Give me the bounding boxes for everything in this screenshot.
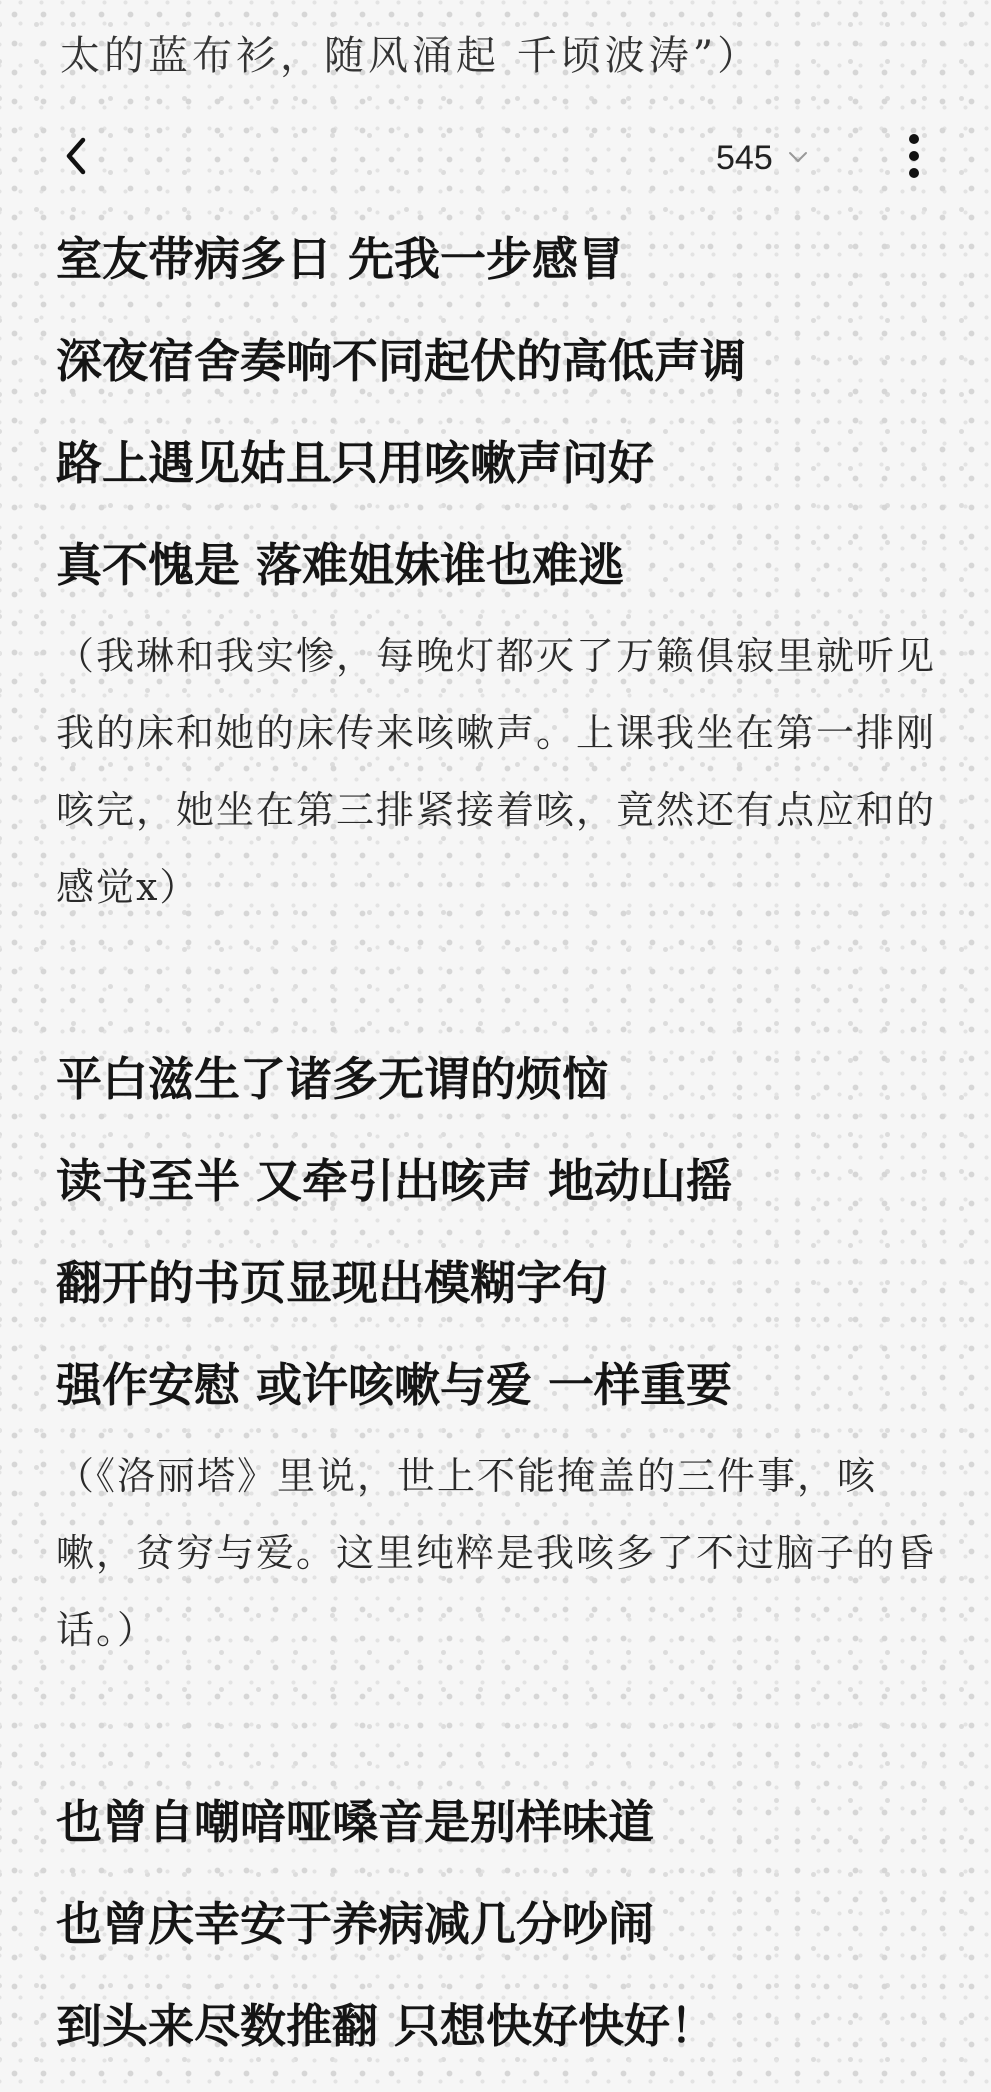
lyric-line: 也曾庆幸安于养病减几分吵闹	[56, 1897, 654, 1951]
lyric-line: 深夜宿舍奏响不同起伏的高低声调	[56, 334, 746, 388]
chevron-down-icon	[787, 149, 809, 168]
lyric-line: 室友带病多日 先我一步感冒	[56, 232, 625, 286]
chevron-left-icon	[61, 134, 91, 182]
count-value: 545	[716, 138, 773, 177]
more-options-button[interactable]	[888, 118, 940, 198]
stanza-2	[56, 1028, 956, 1669]
lyric-line: 强作安慰 或许咳嗽与爱 一样重要	[56, 1358, 733, 1412]
stanza-3	[56, 1771, 956, 2077]
stanza-1	[56, 208, 956, 926]
lyric-line: 路上遇见姑且只用咳嗽声问好	[56, 436, 654, 490]
back-button[interactable]	[48, 118, 104, 198]
count-dropdown[interactable]	[716, 118, 809, 198]
annotation-note: （《洛丽塔》里说，世上不能掩盖的三件事，咳嗽，贫穷与爱。这里纯粹是我咳多了不过脑子的昏话。）	[56, 1454, 937, 1652]
stanza-spacer	[56, 1683, 956, 1771]
stanza-spacer	[56, 940, 956, 1028]
top-bar	[0, 118, 991, 198]
annotation-note: （我琳和我实惨，每晚灯都灭了万籁俱寂里就听见我的床和她的床传来咳嗽声。上课我坐在第一排刚咳完，她坐在第三排紧接着咳，竟然还有点应和的感觉x）	[56, 634, 937, 909]
lyric-line: 翻开的书页显现出模糊字句	[56, 1256, 608, 1310]
partial-text-line: 太的蓝布衫，随风涌起 千顷波涛”）	[60, 33, 762, 79]
lyric-line: 真不愧是 落难姐妹谁也难逃	[56, 538, 625, 592]
more-vertical-icon	[907, 133, 921, 183]
lyric-line: 平白滋生了诸多无谓的烦恼	[56, 1052, 608, 1106]
lyrics-content	[56, 208, 956, 2077]
lyric-line: 到头来尽数推翻 只想快好快好！	[56, 1999, 717, 2053]
lyric-line: 也曾自嘲喑哑嗓音是别样味道	[56, 1795, 654, 1849]
lyric-line: 读书至半 又牵引出咳声 地动山摇	[56, 1154, 733, 1208]
